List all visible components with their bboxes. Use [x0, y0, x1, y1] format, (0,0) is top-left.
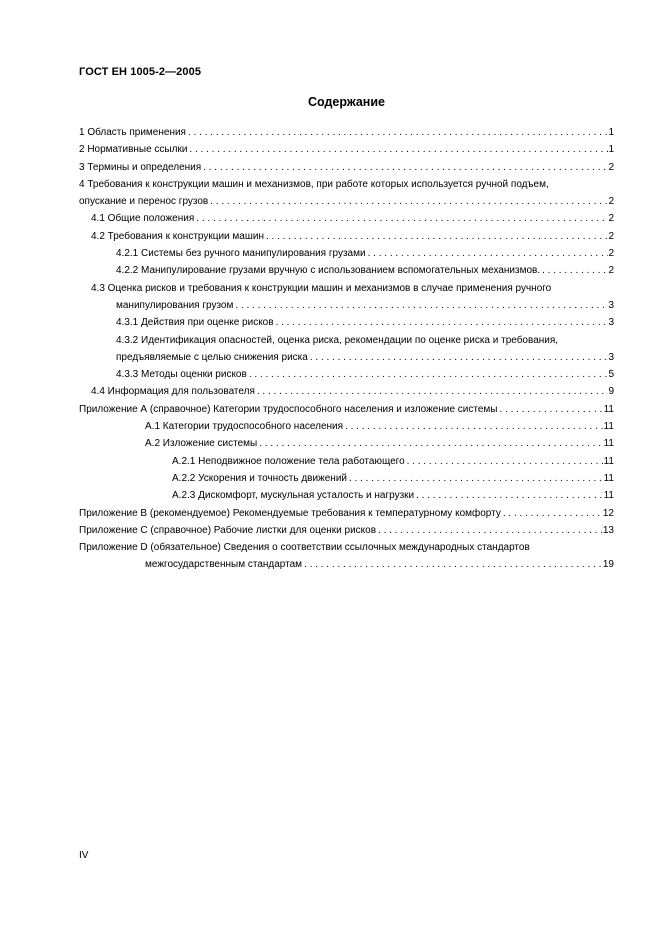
toc-dot-leader [501, 505, 603, 522]
toc-entry [79, 159, 614, 176]
toc-entry-label: 2 Нормативные ссылки [79, 144, 188, 156]
toc-entry-label: А.2.3 Дискомфорт, мускульная усталость и нагрузки [172, 490, 415, 502]
toc-page-number: 9 [608, 386, 614, 398]
toc-entry [79, 539, 614, 574]
toc-entry [79, 366, 614, 383]
toc-dot-leader [540, 262, 608, 279]
toc-entry-label: А.2 Изложение системы [145, 438, 258, 450]
toc-dot-leader [186, 124, 608, 141]
toc-page-number: 5 [608, 369, 614, 381]
toc-page-number: 2 [608, 161, 614, 173]
toc-entry-label: межгосударственным стандартам [145, 559, 303, 571]
toc-entry [79, 418, 614, 435]
page-number: IV [79, 850, 89, 861]
toc-dot-leader [497, 401, 603, 418]
toc-page-number: 11 [603, 455, 614, 467]
toc-entry-label: опускание и перенос грузов [79, 196, 209, 208]
toc-entry-label: Приложение С (справочное) Рабочие листки для оценки рисков [79, 524, 377, 536]
document-header: ГОСТ ЕН 1005-2—2005 [79, 66, 202, 78]
toc-dot-leader [405, 453, 604, 470]
toc-entry-label: 4.3.1 Действия при оценке рисков [116, 317, 274, 329]
toc-entry [79, 453, 614, 470]
toc-dot-leader [255, 383, 608, 400]
toc-entry [79, 314, 614, 331]
toc-entry [79, 332, 614, 367]
toc-dot-leader [247, 366, 608, 383]
toc-page-number: 2 [608, 248, 614, 260]
toc-page-number: 19 [602, 559, 614, 571]
toc-entry [79, 280, 614, 315]
toc-page-number: 2 [608, 230, 614, 242]
toc-page-number: 11 [603, 403, 614, 415]
toc-entry-title-line: 4.3 Оценка рисков и требования к конструкции машин и механизмов в случае применения ручного [91, 282, 552, 294]
toc-entry [79, 522, 614, 539]
toc-entry-label: 4.2.1 Системы без ручного манипулирования грузами [116, 248, 366, 260]
toc-page-number: 11 [603, 472, 614, 484]
toc-page-number: 3 [608, 317, 614, 329]
toc-dot-leader [274, 314, 608, 331]
toc-entry-label: А.1 Категории трудоспособного населения [145, 421, 344, 433]
toc-entry [79, 245, 614, 262]
toc-page-number: 3 [608, 299, 614, 311]
toc-dot-leader [414, 487, 603, 504]
toc-page-number: 1 [608, 144, 614, 156]
toc-entry [79, 401, 614, 418]
toc-entry [79, 487, 614, 504]
toc-dot-leader [302, 556, 603, 573]
toc-entry [79, 124, 614, 141]
toc-entry [79, 141, 614, 158]
toc-entry-label: А.2.1 Неподвижное положение тела работающего [172, 455, 405, 467]
toc-page-number: 1 [608, 127, 614, 138]
toc-page-number: 2 [608, 196, 614, 208]
toc-entry-label: А.2.2 Ускорения и точность движений [172, 472, 347, 484]
toc-entry [79, 210, 614, 227]
toc-entry-label: 4.4 Информация для пользователя [91, 386, 255, 398]
toc-entry-label: 4.1 Общие положения [91, 213, 195, 225]
toc-dot-leader [308, 349, 608, 366]
toc-entry-label: манипулирования грузом [116, 299, 234, 311]
toc-page-number: 11 [603, 490, 614, 502]
toc-dot-leader [201, 159, 608, 176]
toc-page-number: 11 [603, 438, 614, 450]
toc-entry-label: предъявляемые с целью снижения риска [116, 351, 308, 363]
toc-entry [79, 176, 614, 211]
toc-page-number: 13 [602, 524, 614, 536]
toc-entry-label: Приложение А (справочное) Категории трудоспособного населения и изложение системы [79, 403, 498, 415]
toc-entry-label: 4.3.3 Методы оценки рисков [116, 369, 247, 381]
toc-entry [79, 228, 614, 245]
toc-dot-leader [233, 297, 608, 314]
toc-dot-leader [343, 418, 604, 435]
toc-dot-leader [257, 435, 603, 452]
toc-entry-label: 1 Область применения [79, 127, 186, 138]
toc-entry-title-line: Приложение D (обязательное) Сведения о соответствии ссылочных международных стандартов [79, 542, 530, 554]
toc-page-number: 12 [602, 507, 614, 519]
toc-entry-title-line: 4 Требования к конструкции машин и механизмов, при работе которых используется ручной подъем, [79, 178, 549, 190]
toc-entry [79, 383, 614, 400]
toc-entry-title-line: 4.3.2 Идентификация опасностей, оценка риска, рекомендации по оценке риска и требования, [116, 334, 559, 346]
toc-dot-leader [347, 470, 604, 487]
toc-page-number: 2 [608, 213, 614, 225]
toc-dot-leader [264, 228, 608, 245]
toc-entry [79, 435, 614, 452]
toc-entry-label: 3 Термины и определения [79, 161, 202, 173]
toc-page-number: 2 [608, 265, 614, 277]
toc-entry-label: Приложение В (рекомендуемое) Рекомендуемые требования к температурному комфорту [79, 507, 501, 519]
toc-entry-label: 4.2.2 Манипулирование грузами вручную с использованием вспомогательных механизмов. [116, 265, 541, 277]
toc-page-number: 11 [603, 421, 614, 433]
page-title: Содержание [307, 95, 385, 109]
toc-dot-leader [187, 141, 608, 158]
toc-entry [79, 470, 614, 487]
toc-entry [79, 262, 614, 279]
toc-dot-leader [366, 245, 608, 262]
toc-dot-leader [208, 193, 608, 210]
table-of-contents [79, 124, 614, 574]
toc-entry [79, 505, 614, 522]
toc-dot-leader [376, 522, 603, 539]
toc-dot-leader [194, 210, 608, 227]
toc-entry-label: 4.2 Требования к конструкции машин [91, 230, 264, 242]
toc-page-number: 3 [608, 351, 614, 363]
